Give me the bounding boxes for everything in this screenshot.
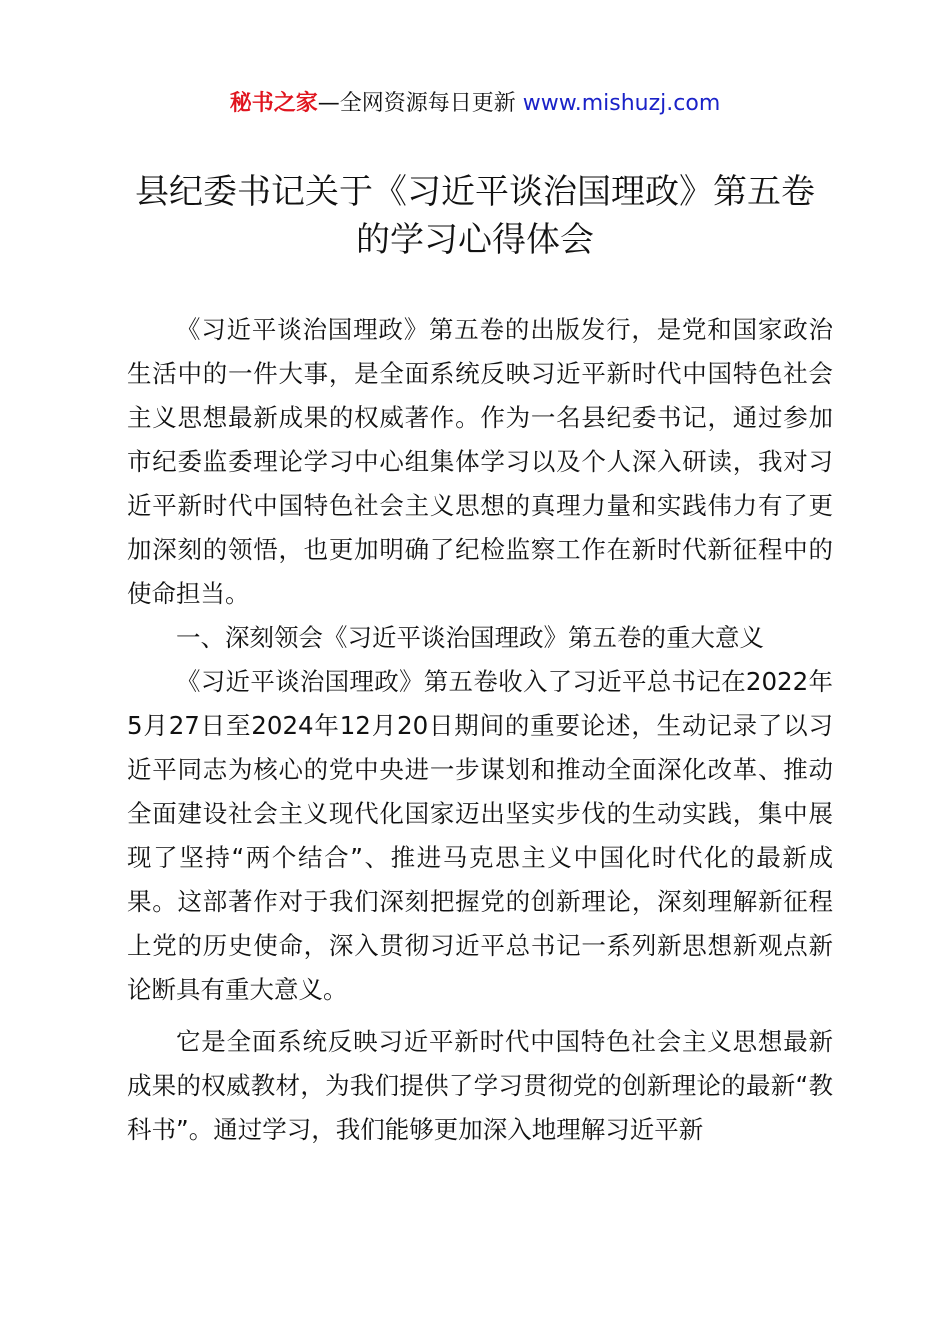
title-line-2: 的学习心得体会 <box>356 220 594 260</box>
paragraph-textbook: 它是全面系统反映习近平新时代中国特色社会主义思想最新成果的权威教材，为我们提供了学习贯彻党的创新理论的最新“教科书”。通过学习，我们能够更加深入地理解习近平新 <box>127 1027 833 1144</box>
site-tagline: —全网资源每日更新 <box>317 91 516 116</box>
title-line-1: 县纪委书记关于《习近平谈治国理政》第五卷 <box>135 172 815 212</box>
paragraph-significance: 《习近平谈治国理政》第五卷收入了习近平总书记在2022年5月27日至2024年12月20日期间的重要论述，生动记录了以习近平同志为核心的党中央进一步谋划和推动全面深化改革、推动全面建设社会主义现代化国家迈出坚实步伐的生动实践，集中展现了坚持“两个结合”、推进马克思主义中国化时代化的最新成果。这部著作对于我们深刻把握党的创新理论，深刻理解新征程上党的历史使命，深入贯彻习近平总书记一系列新思想新观点新论断具有重大意义。 <box>127 667 833 1004</box>
document-title <box>100 168 850 264</box>
site-brand: 秘书之家 <box>229 91 318 116</box>
paragraph-intro: 《习近平谈治国理政》第五卷的出版发行，是党和国家政治生活中的一件大事，是全面系统反映习近平新时代中国特色社会主义思想最新成果的权威著作。作为一名县纪委书记，通过参加市纪委监委理论学习中心组集体学习以及个人深入研读，我对习近平新时代中国特色社会主义思想的真理力量和实践伟力有了更加深刻的领悟，也更加明确了纪检监察工作在新时代新征程中的使命担当。 <box>127 315 833 608</box>
section-heading-1: 一、深刻领会《习近平谈治国理政》第五卷的重大意义 <box>176 623 764 652</box>
site-header <box>0 88 950 120</box>
site-url-link[interactable]: www.mishuzj.com <box>522 91 721 116</box>
document-body <box>127 308 833 1152</box>
